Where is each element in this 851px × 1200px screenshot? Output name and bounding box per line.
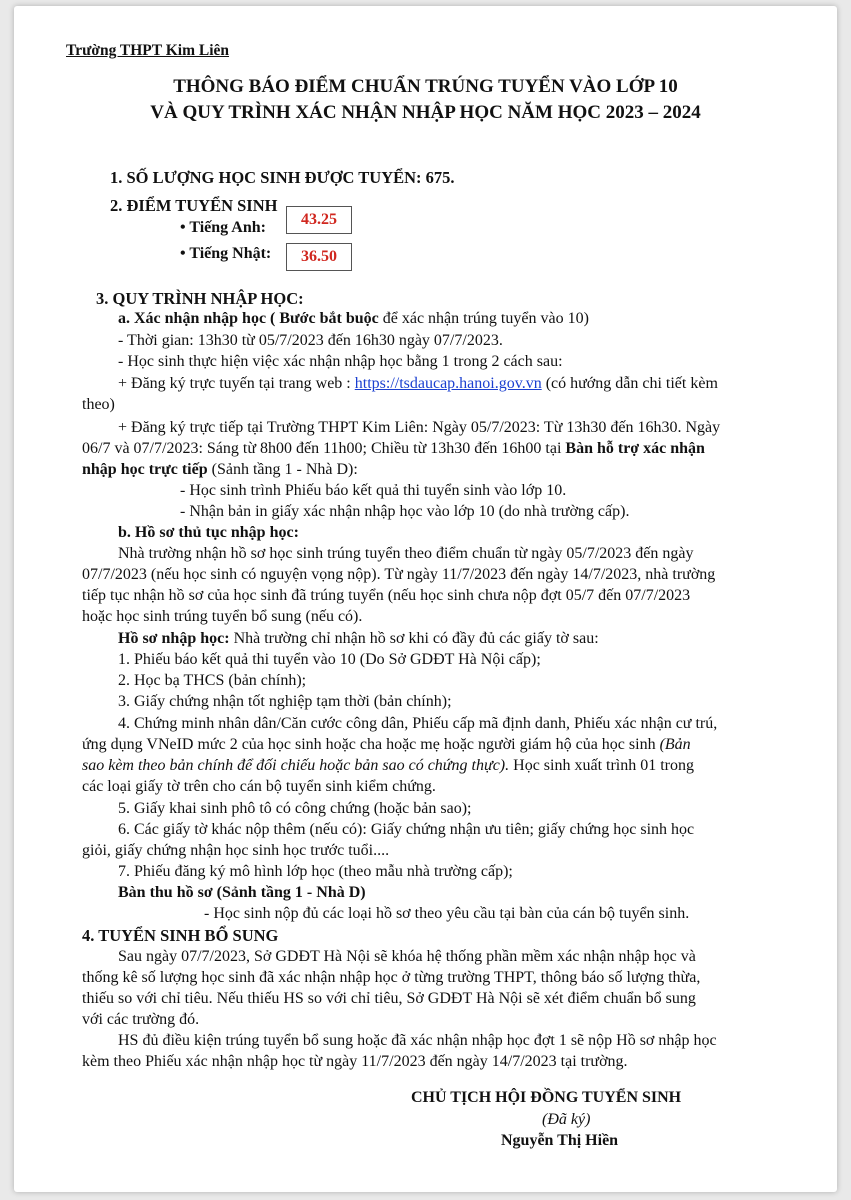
online-registration-link[interactable]: https://tsdaucap.hanoi.gov.vn — [354, 375, 542, 392]
b-para-line-4: hoặc học sinh trúng tuyển bổ sung (nếu có). — [82, 608, 363, 625]
doc-item-6-line-2: giỏi, giấy chứng nhận học sinh học trước tuổi.... — [82, 842, 390, 859]
doc-4-line-2-italic: (Bản — [659, 736, 691, 753]
b-para-line-2: 07/7/2023 (nếu học sinh có nguyện vọng nộp). Từ ngày 11/7/2023 đến ngày 14/7/2023, nhà trường — [82, 566, 716, 583]
direct-line-3-bold: nhập học trực tiếp — [82, 461, 208, 478]
b-para-line-1: Nhà trường nhận hồ sơ học sinh trúng tuyển theo điểm chuẩn từ ngày 05/7/2023 đến ngày — [118, 545, 694, 562]
doc-item-7: 7. Phiếu đăng ký mô hình lớp học (theo mẫu nhà trường cấp); — [118, 863, 513, 880]
s4-para1-line-1: Sau ngày 07/7/2023, Sở GDĐT Hà Nội sẽ khóa hệ thống phần mềm xác nhận nhập học và — [118, 948, 696, 965]
score-box-japanese: 36.50 — [286, 243, 352, 271]
score-box-english: 43.25 — [286, 206, 352, 234]
doc-4-line-2-prefix: ứng dụng VNeID mức 2 của học sinh hoặc cha hoặc mẹ hoặc người giám hộ của học sinh — [82, 736, 660, 753]
doc-4-line-3-rest: Học sinh xuất trình 01 trong — [509, 757, 695, 774]
direct-sub-1: - Học sinh trình Phiếu báo kết quả thi tuyển sinh vào lớp 10. — [180, 482, 567, 499]
time-line: - Thời gian: 13h30 từ 05/7/2023 đến 16h30 ngày 07/7/2023. — [118, 332, 503, 349]
signature-role: CHỦ TỊCH HỘI ĐỒNG TUYỂN SINH — [411, 1089, 682, 1106]
direct-line-3 — [82, 461, 358, 479]
direct-line-3-rest: (Sảnh tầng 1 - Nhà D): — [207, 461, 358, 478]
section-1-heading: 1. SỐ LƯỢNG HỌC SINH ĐƯỢC TUYỂN: 675. — [110, 168, 455, 187]
direct-line-2 — [82, 440, 705, 458]
desk-note: - Học sinh nộp đủ các loại hồ sơ theo yêu cầu tại bàn của cán bộ tuyển sinh. — [204, 905, 690, 922]
direct-line-2-bold: Bàn hỗ trợ xác nhận — [565, 440, 705, 457]
doc-item-2: 2. Học bạ THCS (bản chính); — [118, 672, 307, 689]
doc-item-4-line-4: các loại giấy tờ trên cho cán bộ tuyển sinh kiểm chứng. — [82, 778, 436, 795]
score-label-english: • Tiếng Anh: — [180, 219, 266, 236]
b-para-line-3: tiếp tục nhận hồ sơ của học sinh đã trúng tuyển (nếu học sinh chưa nộp đợt 05/7 đến 07/7/2023 — [82, 587, 691, 604]
online-prefix: + Đăng ký trực tuyến tại trang web : — [118, 375, 355, 392]
title-line-1: THÔNG BÁO ĐIỂM CHUẨN TRÚNG TUYỂN VÀO LỚP 10 — [173, 76, 678, 97]
section-3-heading: 3. QUY TRÌNH NHẬP HỌC: — [96, 289, 304, 308]
doc-item-4-line-3 — [82, 757, 694, 775]
online-line — [118, 375, 718, 393]
online-suffix: (có hướng dẫn chi tiết kèm — [541, 375, 718, 392]
doc-item-4-line-2 — [82, 736, 691, 754]
doc-item-3: 3. Giấy chứng nhận tốt nghiệp tạm thời (bản chính); — [118, 693, 452, 710]
hoso-rest: Nhà trường chỉ nhận hồ sơ khi có đầy đủ các giấy tờ sau: — [229, 630, 599, 647]
s4-para2-line-2: kèm theo Phiếu xác nhận nhập học từ ngày 11/7/2023 đến ngày 14/7/2023 tại trường. — [82, 1053, 628, 1070]
section-3b-title: b. Hồ sơ thủ tục nhập học: — [118, 524, 299, 541]
direct-line-1: + Đăng ký trực tiếp tại Trường THPT Kim Liên: Ngày 05/7/2023: Từ 13h30 đến 16h30. Ngày — [118, 419, 721, 436]
online-line-cont: theo) — [82, 396, 115, 413]
direct-sub-2: - Nhận bản in giấy xác nhận nhập học vào lớp 10 (do nhà trường cấp). — [180, 503, 630, 520]
section-2-heading: 2. ĐIỂM TUYỂN SINH — [110, 196, 278, 215]
doc-item-5: 5. Giấy khai sinh phô tô có công chứng (hoặc bản sao); — [118, 800, 472, 817]
hoso-line — [118, 630, 599, 648]
section-3a-title — [118, 310, 589, 328]
title-line-2: VÀ QUY TRÌNH XÁC NHẬN NHẬP HỌC NĂM HỌC 2023 – 2024 — [150, 102, 701, 123]
direct-line-2-prefix: 06/7 và 07/7/2023: Sáng từ 8h00 đến 11h00; Chiều từ 13h30 đến 16h00 tại — [82, 440, 566, 457]
score-label-japanese: • Tiếng Nhật: — [180, 245, 272, 262]
section-3a-title-rest: để xác nhận trúng tuyển vào 10) — [378, 310, 589, 327]
s4-para1-line-2: thống kê số lượng học sinh đã xác nhận nhập học ở từng trường THPT, thông báo số lượng thừa, — [82, 969, 701, 986]
doc-4-line-3-italic: sao kèm theo bản chính để đối chiếu hoặc bản sao có chứng thực). — [82, 757, 510, 774]
signature-signed: (Đã ký) — [542, 1111, 591, 1128]
signature-name: Nguyễn Thị Hiền — [501, 1132, 619, 1149]
s4-para1-line-3: thiếu so với chỉ tiêu. Nếu thiếu HS so với chỉ tiêu, Sở GDĐT Hà Nội sẽ xét điểm chuẩn bổ sung — [82, 990, 696, 1007]
doc-item-6-line-1: 6. Các giấy tờ khác nộp thêm (nếu có): Giấy chứng nhận ưu tiên; giấy chứng học sinh học — [118, 821, 695, 838]
methods-line: - Học sinh thực hiện việc xác nhận nhập học bằng 1 trong 2 cách sau: — [118, 353, 563, 370]
desk-title: Bàn thu hồ sơ (Sảnh tầng 1 - Nhà D) — [118, 884, 366, 901]
section-3a-title-bold: a. Xác nhận nhập học ( Bước bắt buộc — [118, 310, 379, 327]
school-name: Trường THPT Kim Liên — [66, 42, 230, 59]
doc-item-1: 1. Phiếu báo kết quả thi tuyển vào 10 (Do Sở GDĐT Hà Nội cấp); — [118, 651, 541, 668]
hoso-bold: Hồ sơ nhập học: — [118, 630, 230, 647]
s4-para1-line-4: với các trường đó. — [82, 1011, 200, 1028]
s4-para2-line-1: HS đủ điều kiện trúng tuyển bổ sung hoặc đã xác nhận nhập học đợt 1 sẽ nộp Hồ sơ nhập học — [118, 1032, 717, 1049]
document-page — [14, 6, 837, 1192]
section-4-heading: 4. TUYỂN SINH BỔ SUNG — [82, 926, 279, 945]
doc-item-4-line-1: 4. Chứng minh nhân dân/Căn cước công dân, Phiếu cấp mã định danh, Phiếu xác nhận cư trú, — [118, 715, 718, 732]
